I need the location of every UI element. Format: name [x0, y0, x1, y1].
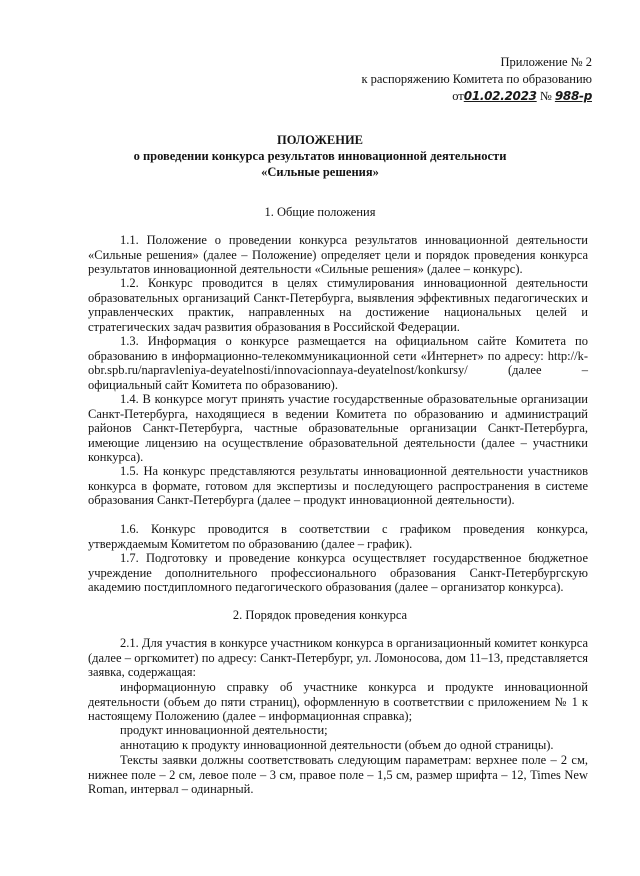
handwritten-number: 988-р: [554, 89, 592, 103]
appendix-reference: к распоряжению Комитета по образованию: [361, 72, 592, 86]
paragraph-2-1: 2.1. Для участия в конкурсе участником конкурса в организационный комитет конкурса (далее – оргкомитет) по адресу: Санкт-Петербург, ул. Ломоносова, дом 11–13, представляется заявка, содержащая:: [88, 636, 588, 680]
number-label: №: [539, 89, 552, 103]
title-line-3: «Сильные решения»: [261, 165, 379, 179]
section-2-heading: 2. Порядок проведения конкурса: [232, 608, 408, 622]
paragraph-1-5: 1.5. На конкурс представляются результаты инновационной деятельности участников конкурса в формате, готовом для экспертизы и последующего распространения в системе образования Санкт-Петербурга (далее – продукт инновационной деятельности).: [88, 464, 588, 508]
title-line-2: о проведении конкурса результатов инновационной деятельности: [133, 149, 507, 163]
paragraph-1-4: 1.4. В конкурсе могут принять участие государственные образовательные организации Санкт-Петербурга, находящиеся в ведении Комитета по образованию и администраций районов Санкт-Петербурга, частные образовательные организации Санкт-Петербурга, имеющие лицензию на осуществление образовательной деятельности (далее – участники конкурса).: [88, 392, 588, 465]
paragraph-2-1-item-3: аннотацию к продукту инновационной деятельности (объем до одной страницы).: [120, 738, 554, 752]
paragraph-2-1-requirements: Тексты заявки должны соответствовать следующим параметрам: верхнее поле – 2 см, нижнее поле – 2 см, левое поле – 3 см, правое поле – 1,5 см, размер шрифта – 12, Times New Roman, интервал – одинарный.: [88, 753, 588, 797]
from-label: от: [452, 89, 464, 103]
appendix-date-line: [361, 88, 592, 105]
paragraph-1-1: 1.1. Положение о проведении конкурса результатов инновационной деятельности «Сильные решения» (далее – Положение) определяет цели и порядок проведения конкурса результатов инновационной деятельности «Сильные решения» (далее – конкурс).: [88, 233, 588, 277]
title-line-1: ПОЛОЖЕНИЕ: [276, 133, 364, 147]
paragraph-1-7: 1.7. Подготовку и проведение конкурса осуществляет государственное бюджетное учреждение дополнительного профессионального образования Санкт-Петербургскую академию постдипломного педагогического образования (далее – организатор конкурса).: [88, 551, 588, 595]
appendix-number: Приложение № 2: [500, 55, 592, 69]
paragraph-2-1-item-2: продукт инновационной деятельности;: [120, 723, 328, 737]
paragraph-1-3: 1.3. Информация о конкурсе размещается на официальном сайте Комитета по образованию в информационно-телекоммуникационной сети «Интернет» по адресу: http://k-obr.spb.ru/napravleniya-deyatelnosti/innovacionnaya-deyatelnost/konkursy/ (далее – официальный сайт Комитета по образованию).: [88, 334, 588, 392]
section-1-heading: 1. Общие положения: [264, 205, 376, 219]
handwritten-date: 01.02.2023: [463, 89, 537, 103]
document-title: [0, 132, 640, 180]
paragraph-1-2: 1.2. Конкурс проводится в целях стимулирования инновационной деятельности образовательных организаций Санкт-Петербурга, выявления эффективных педагогических и управленческих практик, направленных на достижение национальных целей и стратегических задач развития образования в Российской Федерации.: [88, 276, 588, 334]
appendix-header: [361, 54, 592, 105]
paragraph-2-1-item-1: информационную справку об участнике конкурса и продукте инновационной деятельности (объем до пяти страниц), оформленную в соответствии с приложением № 1 к настоящему Положению (далее – информационная справка);: [88, 680, 588, 724]
paragraph-1-6: 1.6. Конкурс проводится в соответствии с графиком проведения конкурса, утверждаемым Комитетом по образованию (далее – график).: [88, 522, 588, 551]
